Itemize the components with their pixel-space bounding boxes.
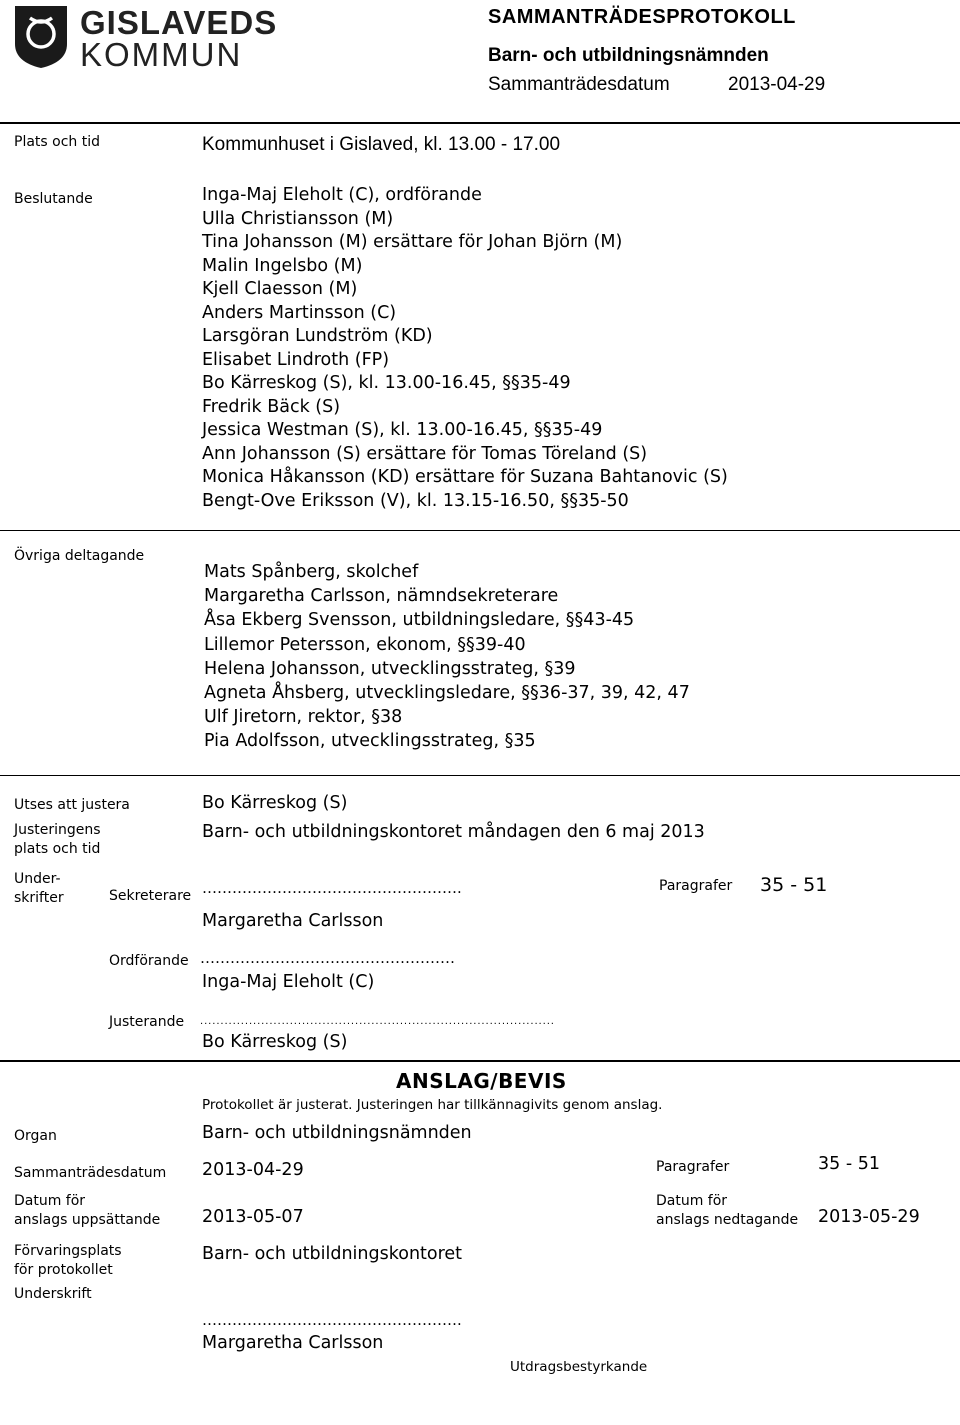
notice-signature-line: …………………………………………….	[202, 1311, 462, 1329]
list-item: Malin Ingelsbo (M)	[202, 255, 363, 276]
list-item: Anders Martinsson (C)	[202, 302, 397, 323]
list-item: Bengt-Ove Eriksson (V), kl. 13.15-16.50, §§35-50	[202, 490, 629, 511]
list-item: Margaretha Carlsson, nämndsekreterare	[204, 586, 559, 607]
posted-date-label-1: Datum för	[14, 1193, 86, 1209]
meeting-date-value: 2013-04-29	[728, 74, 826, 95]
removed-date-label-1: Datum för	[656, 1193, 728, 1209]
municipality-logo-icon	[12, 4, 70, 70]
posted-date-label-2: anslags uppsättande	[14, 1212, 161, 1228]
list-item: Ulla Christiansson (M)	[202, 208, 394, 229]
certifier-label: Utdragsbestyrkande	[510, 1359, 648, 1375]
storage-value: Barn- och utbildningskontoret	[202, 1244, 463, 1264]
adjuster-label: Utses att justera	[14, 797, 130, 813]
list-item: Mats Spånberg, skolchef	[204, 562, 419, 582]
paragraphs-value: 35 - 51	[760, 874, 828, 896]
signatures-label-2: skrifter	[14, 890, 64, 906]
deciding-members-list	[202, 184, 728, 513]
list-item: Larsgöran Lundström (KD)	[202, 326, 433, 346]
chair-label: Ordförande	[109, 953, 189, 969]
section-divider	[0, 530, 960, 531]
others-list	[204, 561, 690, 755]
list-item: Fredrik Bäck (S)	[202, 396, 341, 417]
adjuster-name: Bo Kärreskog (S)	[202, 1032, 348, 1052]
organ-value: Barn- och utbildningsnämnden	[202, 1123, 472, 1143]
list-item: Monica Håkansson (KD) ersättare för Suzana Bahtanovic (S)	[202, 467, 728, 487]
posted-date-value: 2013-05-07	[202, 1207, 304, 1227]
removed-date-value: 2013-05-29	[818, 1207, 920, 1227]
list-item: Bo Kärreskog (S), kl. 13.00-16.45, §§35-49	[202, 373, 571, 393]
signature-label: Underskrift	[14, 1286, 92, 1302]
place-label: Plats och tid	[14, 134, 100, 150]
adjust-place-label-1: Justeringens	[14, 822, 101, 838]
notice-paragraphs-label: Paragrafer	[656, 1159, 730, 1175]
secretary-signature-line: …………………………………………….	[202, 879, 462, 897]
list-item: Kjell Claesson (M)	[202, 279, 358, 299]
secretary-label: Sekreterare	[109, 888, 192, 904]
adjuster-sign-label: Justerande	[109, 1014, 185, 1030]
notice-meeting-date-value: 2013-04-29	[202, 1160, 304, 1180]
list-item: Agneta Åhsberg, utvecklingsledare, §§36-37, 39, 42, 47	[204, 682, 690, 703]
list-item: Åsa Ekberg Svensson, utbildningsledare, §§43-45	[204, 610, 635, 631]
section-divider	[0, 775, 960, 776]
chair-name: Inga-Maj Eleholt (C)	[202, 972, 375, 992]
list-item: Jessica Westman (S), kl. 13.00-16.45, §§35-49	[202, 420, 603, 440]
notice-paragraphs-value: 35 - 51	[818, 1154, 880, 1174]
place-value: Kommunhuset i Gislaved, kl. 13.00 - 17.00	[202, 134, 561, 155]
header-divider	[0, 122, 960, 124]
document-title: SAMMANTRÄDESPROTOKOLL	[488, 6, 796, 28]
paragraphs-label: Paragrafer	[659, 878, 733, 894]
chair-signature-line: ……………………………………………	[200, 949, 455, 967]
adjuster-signature-line: .......................................................................................	[200, 1016, 555, 1027]
notice-note: Protokollet är justerat. Justeringen har tillkännagivits genom anslag.	[202, 1097, 663, 1113]
list-item: Lillemor Petersson, ekonom, §§39-40	[204, 634, 526, 655]
logo-text-line2: KOMMUN	[80, 36, 243, 73]
others-label: Övriga deltagande	[14, 548, 145, 564]
meeting-date-label: Sammanträdesdatum	[488, 74, 670, 95]
storage-label-1: Förvaringsplats	[14, 1243, 122, 1259]
list-item: Pia Adolfsson, utvecklingsstrateg, §35	[204, 731, 536, 752]
adjust-place-label-2: plats och tid	[14, 841, 101, 857]
list-item: Inga-Maj Eleholt (C), ordförande	[202, 185, 482, 205]
list-item: Tina Johansson (M) ersättare för Johan Björn (M)	[202, 232, 623, 252]
committee-name: Barn- och utbildningsnämnden	[488, 45, 769, 66]
list-item: Helena Johansson, utvecklingsstrateg, §39	[204, 658, 576, 679]
notice-signature-name: Margaretha Carlsson	[202, 1333, 384, 1353]
organ-label: Organ	[14, 1128, 57, 1144]
logo-text-line1: GISLAVEDS	[80, 4, 278, 41]
list-item: Elisabet Lindroth (FP)	[202, 349, 390, 370]
secretary-name: Margaretha Carlsson	[202, 911, 384, 931]
notice-title: ANSLAG/BEVIS	[396, 1069, 567, 1093]
removed-date-label-2: anslags nedtagande	[656, 1212, 799, 1228]
notice-divider	[0, 1060, 960, 1062]
adjuster-value: Bo Kärreskog (S)	[202, 793, 348, 813]
notice-meeting-date-label: Sammanträdesdatum	[14, 1165, 167, 1181]
list-item: Ulf Jiretorn, rektor, §38	[204, 707, 403, 728]
deciding-label: Beslutande	[14, 191, 93, 207]
list-item: Ann Johansson (S) ersättare för Tomas Töreland (S)	[202, 443, 648, 464]
adjust-place-value: Barn- och utbildningskontoret måndagen den 6 maj 2013	[202, 822, 705, 842]
signatures-label-1: Under-	[14, 871, 61, 887]
storage-label-2: för protokollet	[14, 1262, 113, 1278]
